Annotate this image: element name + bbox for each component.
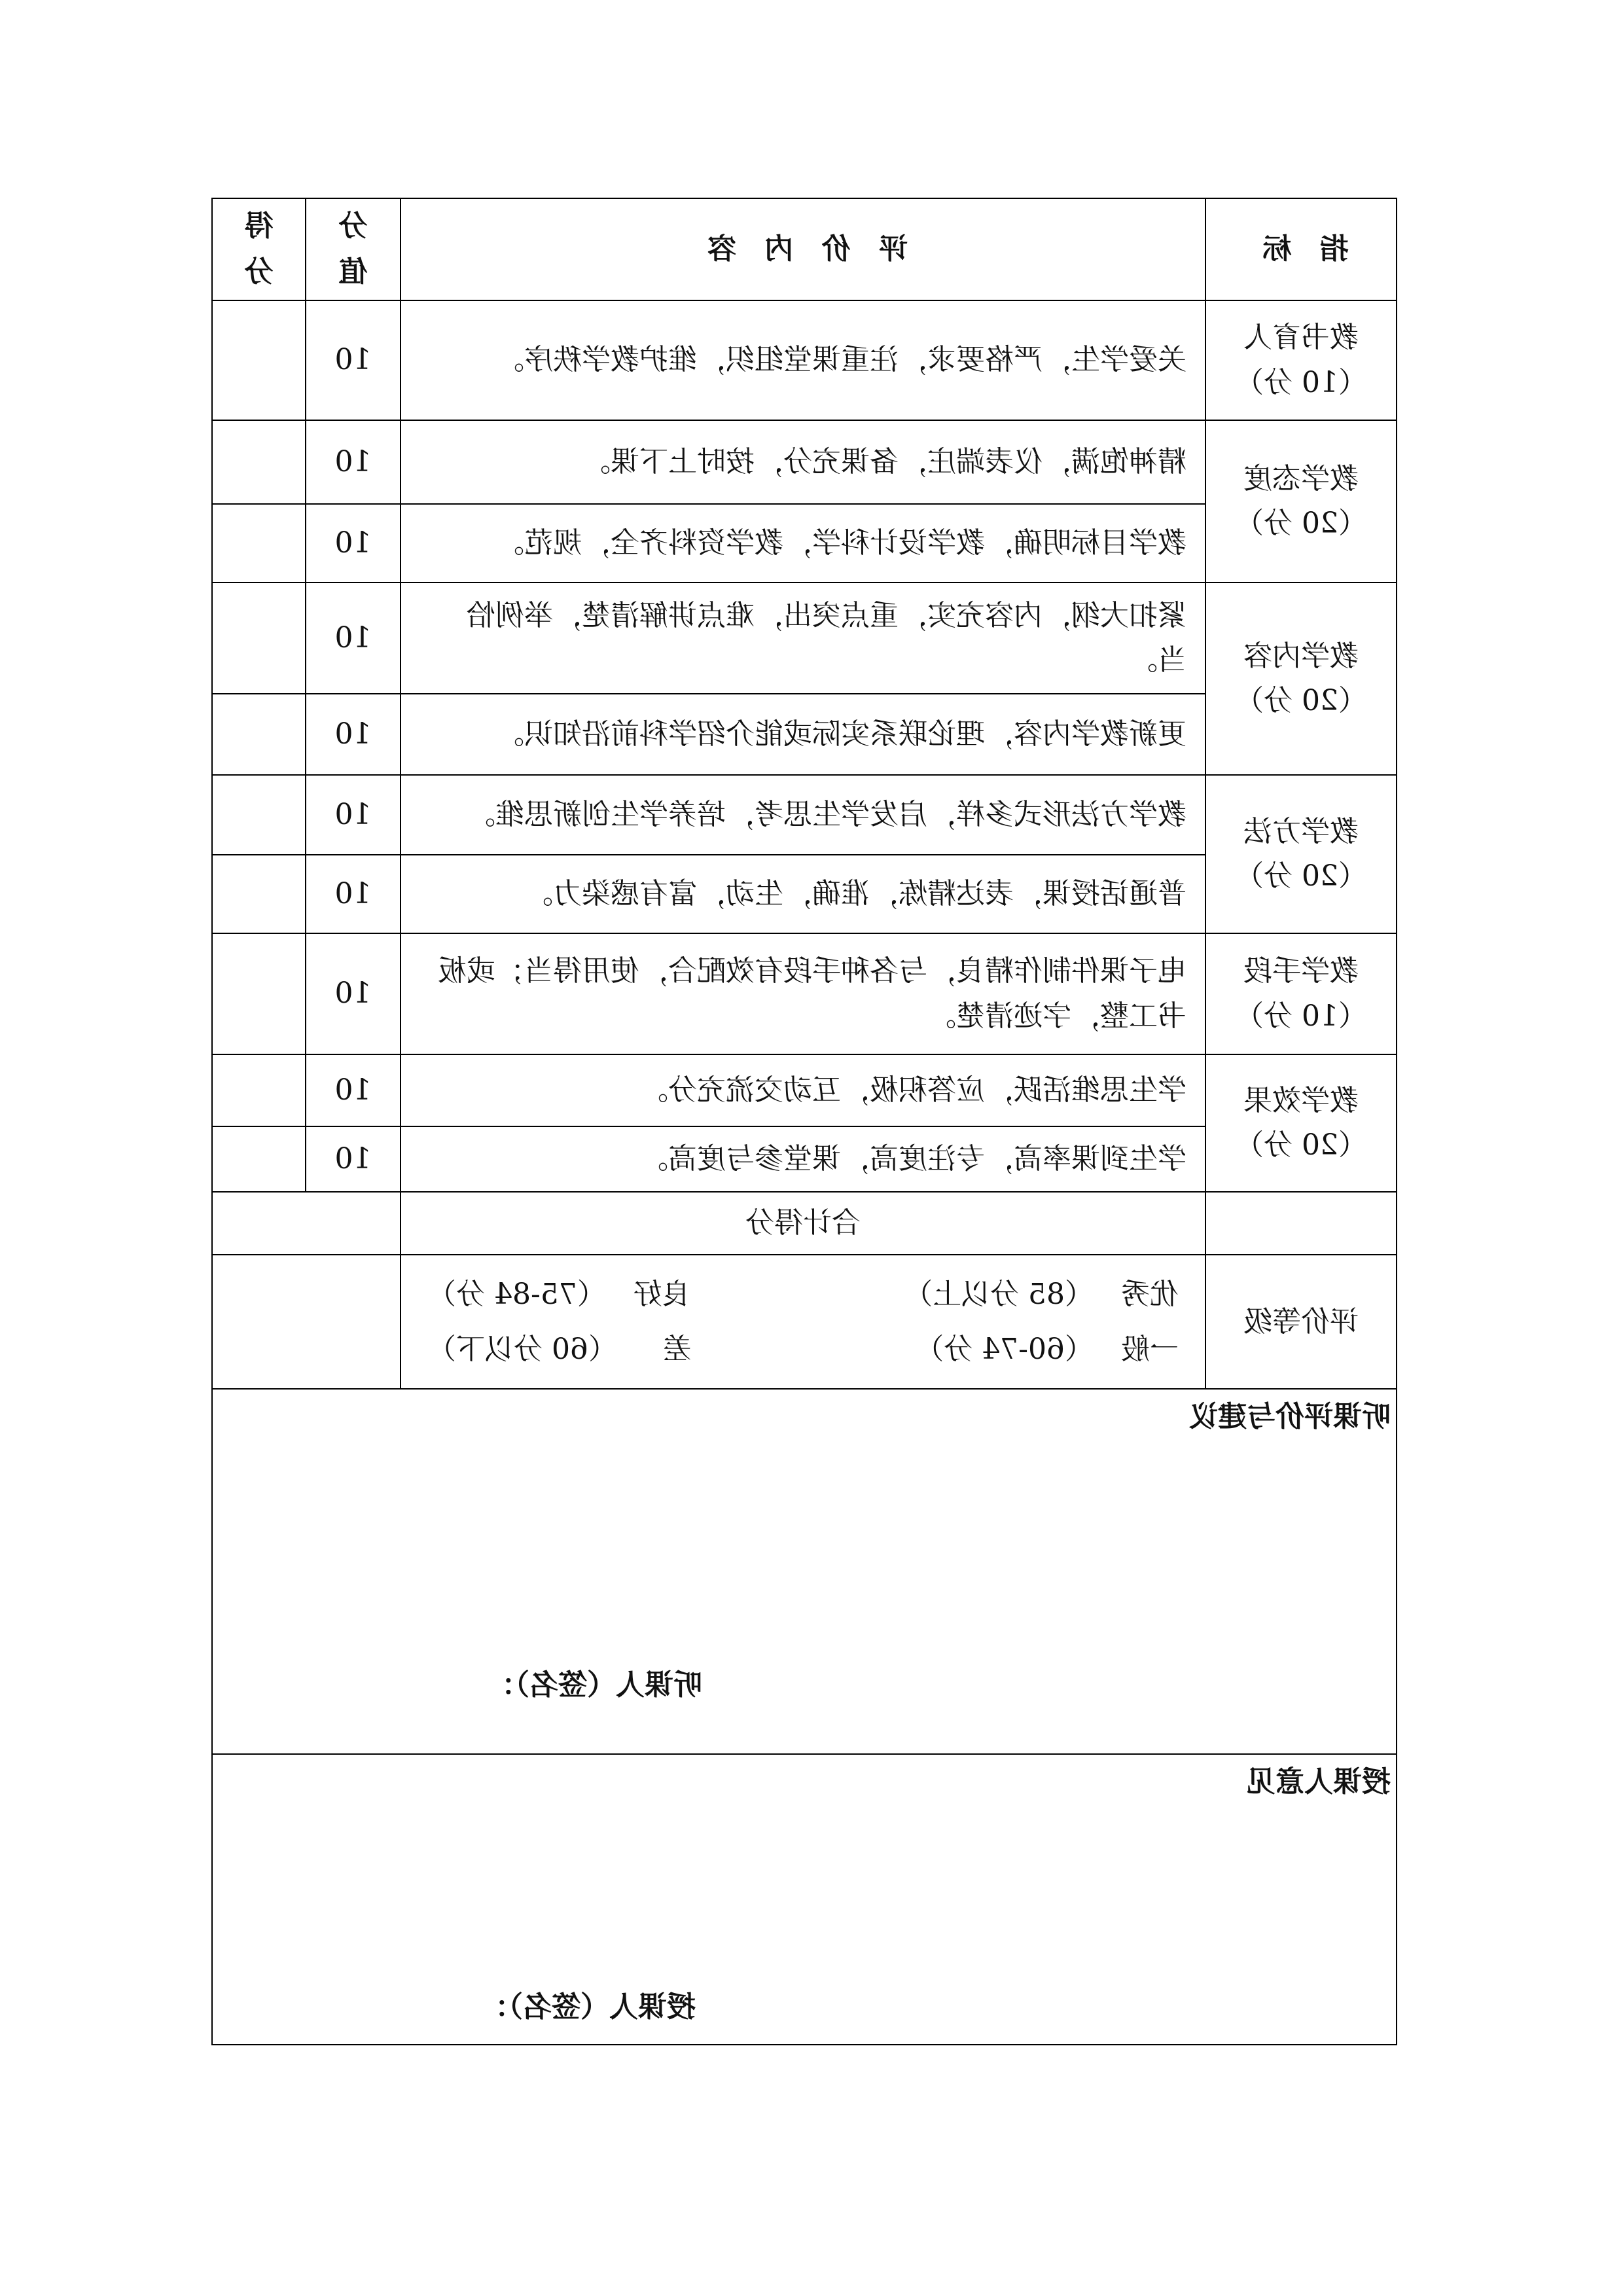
grade-blank-cell — [212, 1255, 401, 1389]
indicator-cell — [1205, 775, 1397, 933]
criterion-text: 教学目标明确，教学设计科学，教学资料齐全，规范。 — [401, 504, 1205, 583]
feedback-title: 授课人意见 — [1247, 1765, 1391, 1799]
score-header-bottom: 分 — [244, 255, 274, 289]
evaluation-table — [211, 198, 1397, 2045]
total-row — [212, 1192, 1397, 1255]
table-row — [212, 300, 1397, 420]
total-blank-cell — [1205, 1192, 1397, 1255]
score-input-cell[interactable] — [212, 775, 306, 855]
indicator-points: （10 分） — [1235, 999, 1367, 1033]
score-input-cell[interactable] — [212, 583, 306, 694]
feedback-box[interactable] — [212, 1754, 1397, 2045]
criterion-text: 学生思维活跃，应答积极，互动交流充分。 — [401, 1054, 1205, 1126]
table-row — [212, 583, 1397, 694]
criterion-value: 10 — [306, 933, 401, 1054]
grade-row — [212, 1255, 1397, 1389]
grade-options — [401, 1255, 1205, 1389]
grade-average[interactable]: 一般 （60-74 分） — [915, 1332, 1179, 1366]
indicator-cell — [1205, 300, 1397, 420]
criterion-value: 10 — [306, 775, 401, 855]
score-input-cell[interactable] — [212, 1126, 306, 1192]
criterion-text: 教学方法形式多样，启发学生思考，培养学生创新思维。 — [401, 775, 1205, 855]
criterion-text: 紧扣大纲，内容充实，重点突出，难点讲解清楚，举例恰当。 — [401, 583, 1205, 694]
indicator-name: 教学效果 — [1243, 1083, 1359, 1117]
score-input-cell[interactable] — [212, 855, 306, 933]
indicator-points: （20 分） — [1235, 1128, 1367, 1162]
criterion-value: 10 — [306, 420, 401, 504]
total-label: 合计得分 — [401, 1192, 1205, 1255]
score-input-cell[interactable] — [212, 300, 306, 420]
criterion-text: 学生到课率高，专注度高，课堂参与度高。 — [401, 1126, 1205, 1192]
score-header-top: 得 — [244, 209, 274, 243]
table-row — [212, 933, 1397, 1054]
indicator-header: 指 标 — [1205, 198, 1397, 300]
criterion-text: 更新教学内容，理论联系实际或能介绍学科前沿知识。 — [401, 694, 1205, 775]
indicator-points: （20 分） — [1235, 684, 1367, 717]
observer-signature: 听课人（签名）： — [486, 1668, 702, 1702]
indicator-cell — [1205, 1054, 1397, 1192]
table-row — [212, 775, 1397, 855]
value-header-top: 分 — [338, 209, 368, 243]
indicator-cell — [1205, 583, 1397, 775]
grade-options-row — [427, 1267, 1179, 1322]
criterion-value: 10 — [306, 1054, 401, 1126]
score-input-cell[interactable] — [212, 933, 306, 1054]
content-header: 评 价 内 容 — [401, 198, 1205, 300]
criterion-value: 10 — [306, 855, 401, 933]
criterion-value: 10 — [306, 694, 401, 775]
score-header — [212, 198, 306, 300]
feedback-row — [212, 1754, 1397, 2045]
grade-options-row — [427, 1322, 1179, 1377]
table-row — [212, 1054, 1397, 1126]
indicator-name: 教学态度 — [1243, 461, 1359, 495]
table-row — [212, 420, 1397, 504]
criterion-text: 普通话授课，表达精炼，准确，生动，富有感染力。 — [401, 855, 1205, 933]
comments-title: 听课评价与建议 — [1189, 1400, 1391, 1434]
value-header — [306, 198, 401, 300]
score-input-cell[interactable] — [212, 504, 306, 583]
criterion-value: 10 — [306, 504, 401, 583]
total-score-input[interactable] — [212, 1192, 401, 1255]
criterion-text: 精神饱满，仪表端庄，备课充分，按时上下课。 — [401, 420, 1205, 504]
indicator-cell — [1205, 420, 1397, 583]
criterion-text: 关爱学生，严格要求，注重课堂组织，维护教学秩序。 — [401, 300, 1205, 420]
comments-box[interactable] — [212, 1389, 1397, 1754]
teacher-signature: 授课人（签名）： — [480, 1990, 696, 2024]
header-row — [212, 198, 1397, 300]
criterion-value: 10 — [306, 583, 401, 694]
criterion-text: 电子课件制作精良，与各种手段有效配合，使用得当；或板书工整，字迹清楚。 — [401, 933, 1205, 1054]
grade-label: 评价等级 — [1205, 1255, 1397, 1389]
score-input-cell[interactable] — [212, 420, 306, 504]
indicator-name: 教书育人 — [1243, 321, 1359, 355]
grade-excellent[interactable]: 优秀 （85 分以上） — [904, 1278, 1179, 1311]
indicator-name: 教学手段 — [1243, 954, 1359, 988]
indicator-name: 教学内容 — [1243, 639, 1359, 673]
criterion-value: 10 — [306, 300, 401, 420]
comments-row — [212, 1389, 1397, 1754]
indicator-points: （20 分） — [1235, 507, 1367, 540]
criterion-value: 10 — [306, 1126, 401, 1192]
indicator-cell — [1205, 933, 1397, 1054]
indicator-name: 教学方法 — [1243, 814, 1359, 848]
grade-poor[interactable]: 差 （60 分以下） — [427, 1332, 692, 1366]
value-header-bottom: 值 — [338, 255, 368, 289]
grade-good[interactable]: 良好 （75-84 分） — [427, 1278, 691, 1311]
indicator-points: （10 分） — [1235, 365, 1367, 399]
score-input-cell[interactable] — [212, 694, 306, 775]
indicator-points: （20 分） — [1235, 859, 1367, 893]
score-input-cell[interactable] — [212, 1054, 306, 1126]
